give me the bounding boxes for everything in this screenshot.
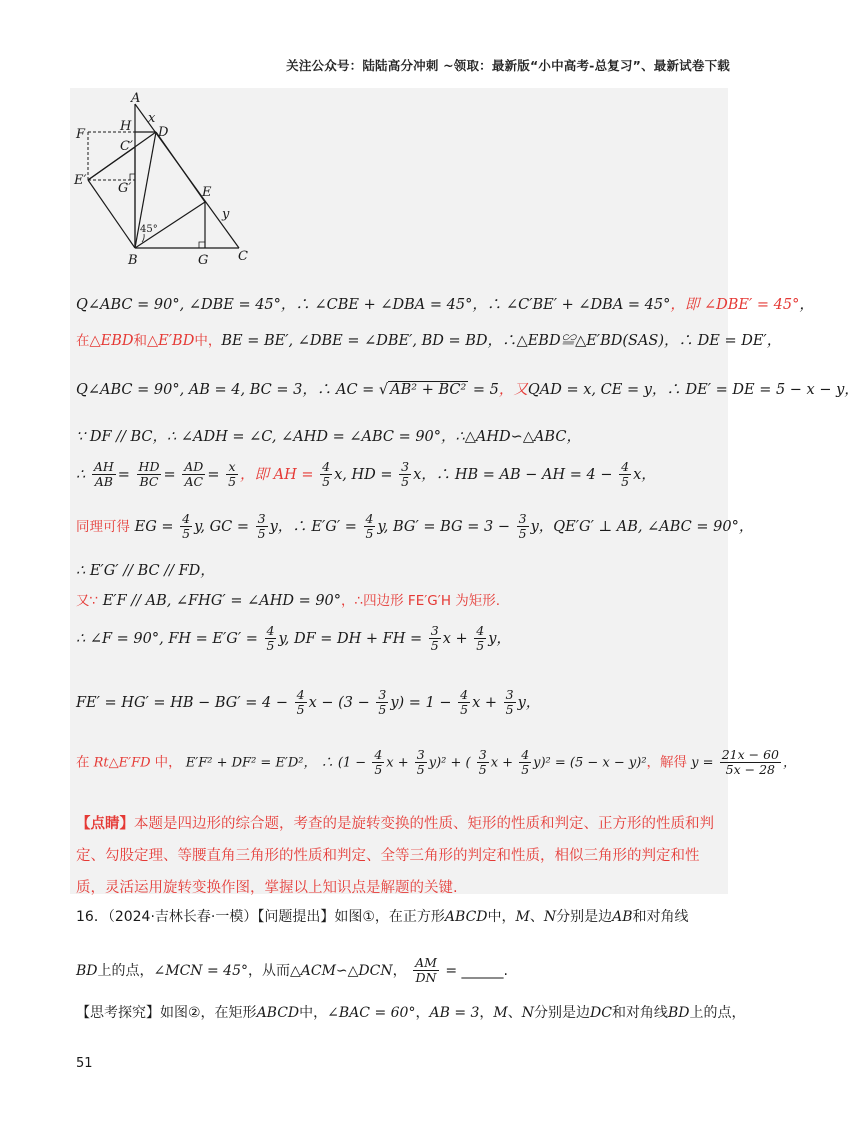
segment-de	[156, 132, 205, 202]
fraction: $\frac{4}{5}$	[374, 747, 383, 778]
solution-line-1: Q∠ABC = 90°, ∠DBE = 45°，∴ ∠CBE + ∠DBA = 45°，∴ ∠C′BE′ + ∠DBA = 45°，即 ∠DBE′ = 45°，	[76, 297, 814, 313]
fraction: $\frac{AM}{DN}$	[415, 955, 437, 986]
label-d: D	[158, 125, 169, 140]
fraction: $\frac{4}{5}$	[296, 687, 305, 718]
fraction: $\frac{21x - 60}{5x - 28}$	[721, 747, 779, 778]
comment-tag: 【点睛】	[76, 816, 134, 832]
solution-line-11: 在 Rt△E′FD 中， E′F² + DF² = E′D²， ∴ (1 − $\frac{4}{5}$ x + $\frac{3}{5}$ y)² + ( $\frac{3}{5}$ x + $\frac{4}{5}$ y)² = (5 − x − y)²，解得 y = $\frac{21x - 60}{5x - 28}$ ，	[76, 747, 796, 778]
label-e: E	[202, 185, 212, 200]
fraction: $\frac{AH}{AB}$	[93, 459, 114, 490]
label-f: F	[76, 127, 86, 142]
page-number: 51	[76, 1056, 93, 1071]
solution-line-4: ∵ DF // BC，∴ ∠ADH = ∠C, ∠AHD = ∠ABC = 90°，∴△AHD∽△ABC，	[76, 429, 581, 445]
fraction: $\frac{3}{5}$	[478, 747, 487, 778]
label-angle: 45°	[140, 224, 158, 235]
fraction: $\frac{4}{5}$	[266, 623, 275, 654]
fraction: $\frac{3}{5}$	[378, 687, 387, 718]
fraction: $\frac{4}{5}$	[621, 459, 630, 490]
solution-line-9: ∴ ∠F = 90°, FH = E′G′ = $\frac{4}{5}$ y, DF = DH + FH = $\frac{3}{5}$ x + $\frac{4}{5}$ y，	[76, 623, 511, 654]
label-h: H	[120, 119, 132, 134]
fraction: $\frac{AD}{AC}$	[184, 459, 204, 490]
question-16-line-3: 【思考探究】如图②，在矩形ABCD中，∠BAC = 60°，AB = 3，M、N分别是边DC和对角线BD上的点，	[76, 1005, 746, 1021]
label-c: C	[238, 249, 248, 264]
solution-line-6: 同理可得 EG = $\frac{4}{5}$ y, GC = $\frac{3}{5}$ y，∴ E′G′ = $\frac{4}{5}$ y, BG′ = BG = 3 − $\frac{3}{5}$ y，QE′G′ ⊥ AB, ∠ABC = 90°，	[76, 511, 754, 542]
fraction: $\frac{x}{5}$	[228, 459, 237, 490]
question-16-line-2: BD上的点，∠MCN = 45°，从而△ACM∽△DCN， $\frac{AM}{DN}$ = ______.	[76, 955, 508, 986]
comment-box	[76, 808, 724, 904]
label-c1: C′	[120, 139, 133, 154]
label-a: A	[131, 91, 141, 106]
fraction: $\frac{3}{5}$	[257, 511, 266, 542]
fraction: $\frac{4}{5}$	[460, 687, 469, 718]
fraction: $\frac{4}{5}$	[322, 459, 331, 490]
fraction: $\frac{3}{5}$	[416, 747, 425, 778]
geometry-figure	[74, 92, 264, 270]
fraction: $\frac{4}{5}$	[365, 511, 374, 542]
comment-text: 本题是四边形的综合题，考查的是旋转变换的性质、矩形的性质和判定、正方形的性质和判定、勾股定理、等腰直角三角形的性质和判定、全等三角形的判定和性质，相似三角形的判定和性质，灵活运用旋转变换作图，掌握以上知识点是解题的关键.	[76, 816, 714, 896]
fraction: $\frac{3}{5}$	[430, 623, 439, 654]
label-x: x	[148, 111, 156, 126]
label-e1: E′	[74, 173, 87, 188]
label-y: y	[222, 207, 230, 222]
label-g: G	[198, 253, 209, 268]
fraction: $\frac{3}{5}$	[401, 459, 410, 490]
fraction: $\frac{4}{5}$	[521, 747, 530, 778]
fraction: $\frac{HD}{BC}$	[138, 459, 160, 490]
solution-line-10: FE′ = HG′ = HB − BG′ = 4 − $\frac{4}{5}$ x − (3 − $\frac{3}{5}$ y) = 1 − $\frac{4}{5}$ x + $\frac{3}{5}$ y，	[76, 687, 541, 718]
solution-line-3: Q∠ABC = 90°, AB = 4, BC = 3，∴ AC = √ AB² + BC² = 5，又QAD = x, CE = y，∴ DE′ = DE = 5 − x − y，	[76, 382, 859, 398]
solution-line-5: ∴ $\frac{AH}{AB}$ = $\frac{HD}{BC}$ = $\frac{AD}{AC}$ = $\frac{x}{5}$ ，即 AH = $\frac{4}{5}$ x, HD = $\frac{3}{5}$ x，∴ HB = AB − AH = 4 − $\frac{4}{5}$ x，	[76, 459, 656, 490]
solution-line-2: 在△EBD和△E′BD中，BE = BE′, ∠DBE = ∠DBE′, BD = BD，∴△EBD≌△E′BD(SAS)，∴ DE = DE′，	[76, 333, 782, 349]
page-header: 关注公众号：陆陆高分冲刺 ~领取：最新版“小中高考-总复习”、最新试卷下载	[286, 58, 730, 73]
fraction: $\frac{3}{5}$	[518, 511, 527, 542]
fraction: $\frac{3}{5}$	[505, 687, 514, 718]
fraction: $\frac{4}{5}$	[476, 623, 485, 654]
solution-line-7: ∴ E′G′ // BC // FD，	[76, 563, 215, 579]
label-b: B	[128, 253, 138, 268]
solution-line-8: 又∵ E′F // AB, ∠FHG′ = ∠AHD = 90°，∴四边形 FE′G′H 为矩形.	[76, 593, 501, 609]
question-16-line-1: 16．（2024·吉林长春·一模）【问题提出】如图①，在正方形ABCD中，M、N分别是边AB和对角线	[76, 909, 689, 925]
fraction: $\frac{4}{5}$	[182, 511, 191, 542]
label-g1: G′	[118, 181, 132, 196]
